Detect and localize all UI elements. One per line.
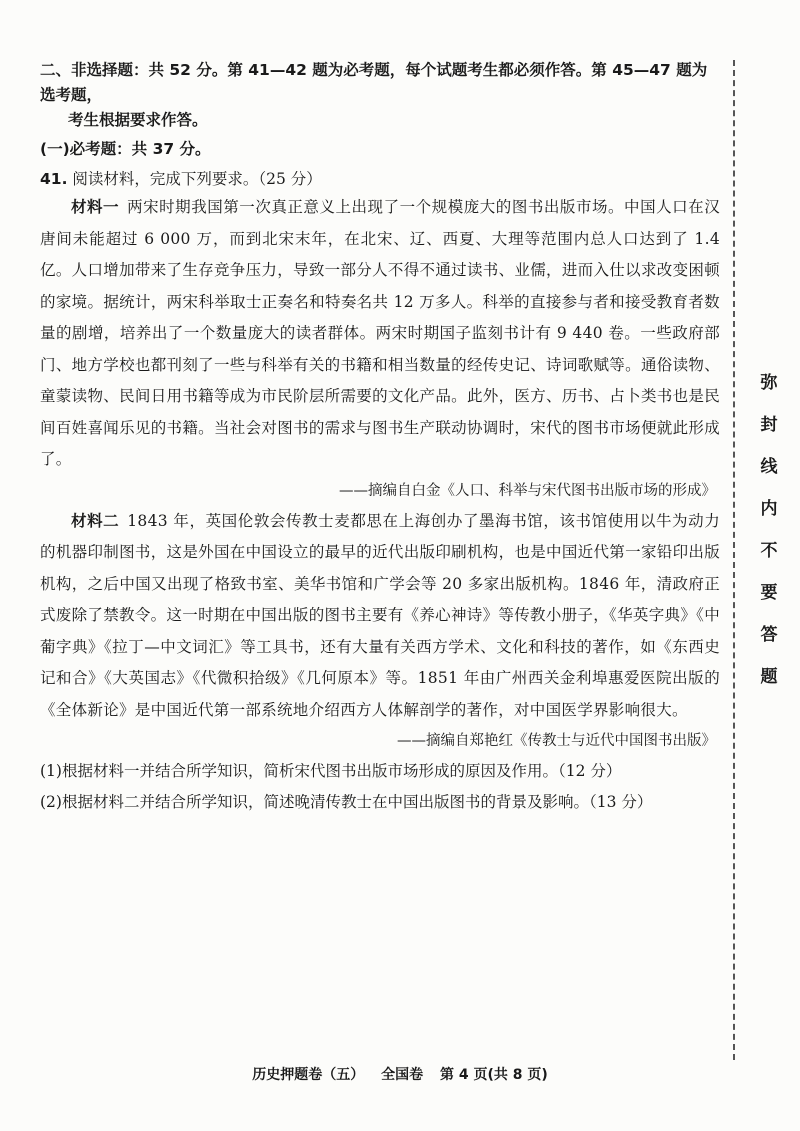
material-1-label: 材料一	[71, 198, 120, 216]
binding-char: 内	[760, 499, 778, 519]
footer-page-number: 第 4 页(共 8 页)	[439, 1067, 548, 1083]
section-heading-line1: 二、非选择题：共 52 分。第 41—42 题为必考题，每个试题考生都必须作答。第 45—47 题为选考题，	[40, 61, 708, 104]
binding-char: 题	[760, 667, 778, 687]
sub-question-2: (2)根据材料二并结合所学知识，简述晚清传教士在中国出版图书的背景及影响。（13 分）	[40, 793, 653, 811]
material-1-text: 两宋时期我国第一次真正意义上出现了一个规模庞大的图书出版市场。中国人口在汉唐间未能超过 6 000 万，而到北宋末年，在北宋、辽、西夏、大理等范围内总人口达到了 1.4 亿。人口增加带来了生存竞争压力，导致一部分人不得不通过读书、业儒，进而入仕以求改变困顿的家境。据统计，两宋科举取士正奏名和特奏名共 12 万多人。科举的直接参与者和接受教育者数量的剧增，培养出了一个数量庞大的读者群体。两宋时期国子监刻书计有 9 440 卷。一些政府部门、地方学校也都刊刻了一些与科举有关的书籍和相当数量的经传史记、诗词歌赋等。通俗读物、童蒙读物、民间日用书籍等成为市民阶层所需要的文化产品。此外，医方、历书、占卜类书也是民间百姓喜闻乐见的书籍。当社会对图书的需求与图书生产联动协调时，宋代的图书市场便就此形成了。	[40, 198, 720, 468]
material-2-label: 材料二	[71, 511, 120, 530]
material-2	[40, 506, 720, 727]
question-header	[40, 166, 720, 192]
footer-scope: 全国卷	[381, 1067, 424, 1083]
binding-char: 不	[760, 541, 778, 561]
section-heading-line2: 考生根据要求作答。	[68, 111, 208, 129]
binding-char: 答	[760, 625, 778, 645]
binding-char: 弥	[760, 373, 778, 393]
binding-char: 封	[760, 415, 778, 435]
page-footer	[0, 1064, 800, 1084]
question-prompt: 阅读材料，完成下列要求。（25 分）	[72, 170, 322, 188]
binding-notice	[755, 372, 783, 708]
sub-question-1: (1)根据材料一并结合所学知识，简析宋代图书出版市场形成的原因及作用。（12 分）	[40, 762, 622, 780]
footer-exam-title: 历史押题卷（五）	[252, 1067, 365, 1083]
page-content	[40, 58, 720, 818]
material-1-source: ——摘编自白金《人口、科举与宋代图书出版市场的形成》	[339, 482, 716, 499]
required-heading: (一)必考题：共 37 分。	[40, 140, 211, 158]
material-2-source: ——摘编自郑艳红《传教士与近代中国图书出版》	[397, 733, 716, 749]
section-heading	[40, 58, 720, 133]
binding-char: 要	[760, 583, 778, 603]
material-2-text: 1843 年，英国伦敦会传教士麦都思在上海创办了墨海书馆，该书馆使用以牛为动力的机器印制图书，这是外国在中国设立的最早的近代出版印刷机构，也是中国近代第一家铅印出版机构，之后中国又出现了格致书室、美华书馆和广学会等 20 多家出版机构。1846 年，清政府正式废除了禁教令。这一时期在中国出版的图书主要有《养心神诗》等传教小册子，《华英字典》《中葡字典》《拉丁—中文词汇》等工具书，还有大量有关西方学术、文化和科技的著作，如《东西史记和合》《大英国志》《代微积拾级》《几何原本》等。1851 年由广州西关金利埠惠爱医院出版的《全体新论》是中国近代第一部系统地介绍西方人体解剖学的著作，对中国医学界影响很大。	[40, 511, 721, 719]
binding-dashed-line	[733, 60, 735, 1060]
binding-char: 线	[760, 457, 778, 477]
question-number: 41.	[40, 170, 68, 188]
material-1	[40, 192, 720, 476]
